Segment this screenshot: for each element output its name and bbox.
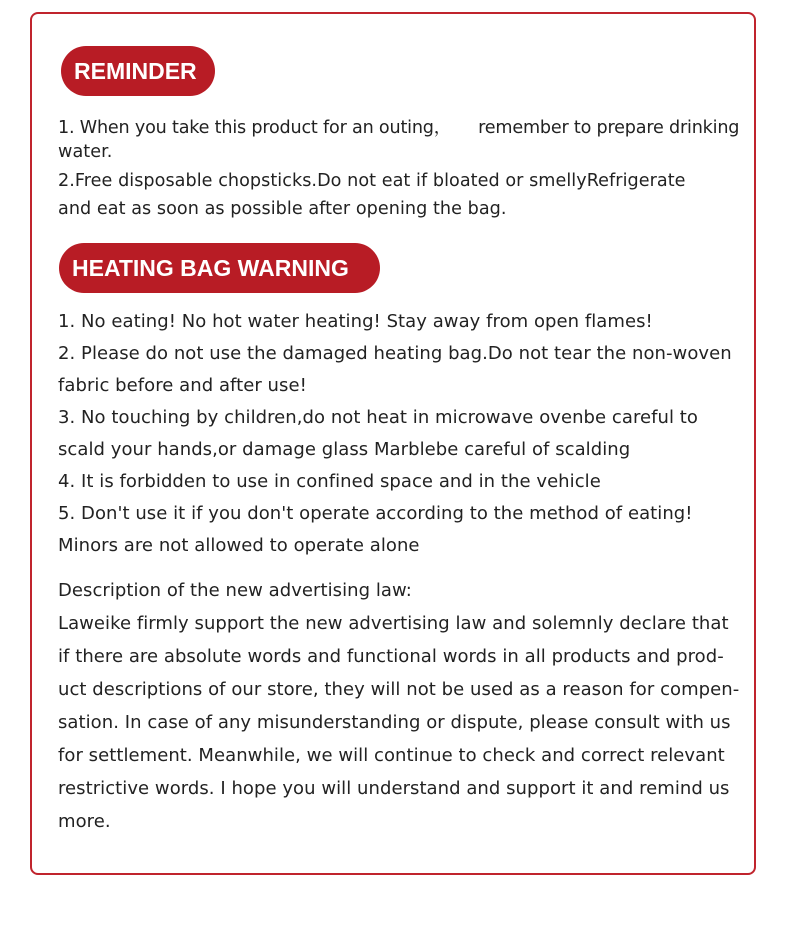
warning-line: 5. Don't use it if you don't operate according to the method of eating!	[58, 503, 693, 524]
law-line: for settlement. Meanwhile, we will continue to check and correct relevant	[58, 745, 725, 766]
law-line: restrictive words. I hope you will understand and support it and remind us	[58, 778, 730, 799]
advertising-law-heading: Description of the new advertising law:	[58, 580, 412, 601]
law-line: Laweike firmly support the new advertising law and solemnly declare that	[58, 613, 729, 634]
reminder-heading: REMINDER	[61, 46, 215, 96]
warning-line: Minors are not allowed to operate alone	[58, 535, 420, 556]
heating-bag-warning-heading: HEATING BAG WARNING	[59, 243, 380, 293]
law-line: sation. In case of any misunderstanding or dispute, please consult with us	[58, 712, 731, 733]
warning-line: 4. It is forbidden to use in confined space and in the vehicle	[58, 471, 601, 492]
reminder-line: 1. When you take this product for an outing， remember to prepare drinking	[58, 118, 740, 138]
warning-line: 1. No eating! No hot water heating! Stay away from open flames!	[58, 311, 653, 332]
warning-line: 3. No touching by children,do not heat in microwave ovenbe careful to	[58, 407, 698, 428]
warning-line: 2. Please do not use the damaged heating bag.Do not tear the non-woven	[58, 343, 732, 364]
reminder-line: and eat as soon as possible after opening the bag.	[58, 199, 507, 219]
warning-line: scald your hands,or damage glass Marblebe careful of scalding	[58, 439, 631, 460]
law-line: uct descriptions of our store, they will not be used as a reason for compen-	[58, 679, 740, 700]
reminder-line: 2.Free disposable chopsticks.Do not eat if bloated or smellyRefrigerate	[58, 171, 686, 191]
law-line: if there are absolute words and functional words in all products and prod-	[58, 646, 724, 667]
law-line: more.	[58, 811, 111, 832]
warning-line: fabric before and after use!	[58, 375, 307, 396]
reminder-line: water.	[58, 142, 113, 162]
